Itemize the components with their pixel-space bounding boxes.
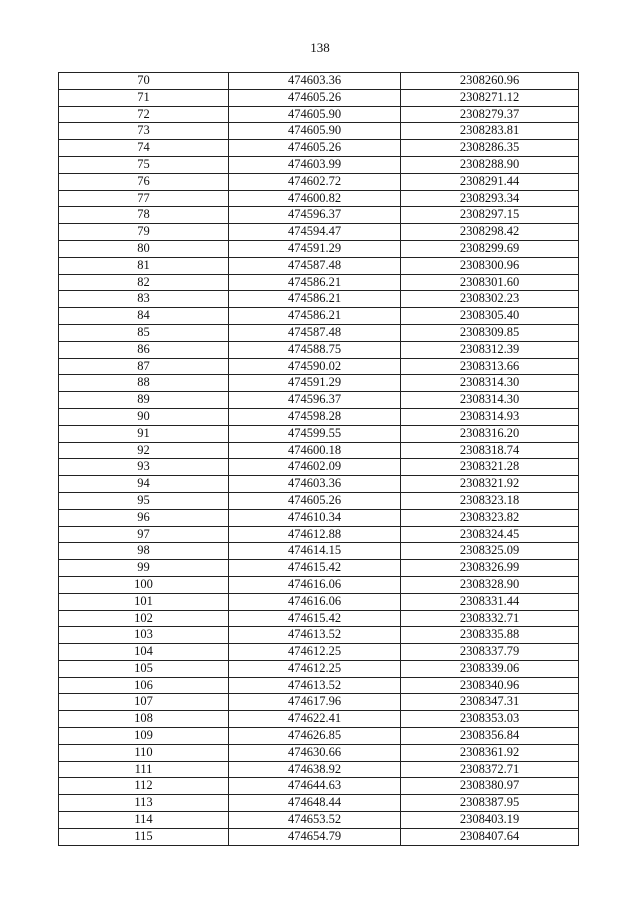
point-number-cell: 114	[59, 812, 229, 829]
x-coordinate-cell: 474605.26	[229, 140, 401, 157]
point-number-cell: 81	[59, 257, 229, 274]
y-coordinate-cell: 2308328.90	[401, 576, 579, 593]
x-coordinate-cell: 474590.02	[229, 358, 401, 375]
y-coordinate-cell: 2308293.34	[401, 190, 579, 207]
table-row	[59, 560, 579, 577]
y-coordinate-cell: 2308339.06	[401, 660, 579, 677]
point-number-cell: 91	[59, 425, 229, 442]
point-number-cell: 105	[59, 660, 229, 677]
y-coordinate-cell: 2308271.12	[401, 89, 579, 106]
point-number-cell: 102	[59, 610, 229, 627]
point-number-cell: 115	[59, 828, 229, 845]
table-row	[59, 173, 579, 190]
x-coordinate-cell: 474638.92	[229, 761, 401, 778]
point-number-cell: 71	[59, 89, 229, 106]
y-coordinate-cell: 2308403.19	[401, 812, 579, 829]
x-coordinate-cell: 474605.26	[229, 89, 401, 106]
point-number-cell: 113	[59, 795, 229, 812]
y-coordinate-cell: 2308347.31	[401, 694, 579, 711]
point-number-cell: 112	[59, 778, 229, 795]
y-coordinate-cell: 2308300.96	[401, 257, 579, 274]
y-coordinate-cell: 2308332.71	[401, 610, 579, 627]
y-coordinate-cell: 2308326.99	[401, 560, 579, 577]
table-row	[59, 140, 579, 157]
y-coordinate-cell: 2308314.93	[401, 408, 579, 425]
table-row	[59, 610, 579, 627]
table-row	[59, 593, 579, 610]
point-number-cell: 89	[59, 392, 229, 409]
point-number-cell: 96	[59, 509, 229, 526]
point-number-cell: 90	[59, 408, 229, 425]
table-row	[59, 812, 579, 829]
table-row	[59, 375, 579, 392]
x-coordinate-cell: 474644.63	[229, 778, 401, 795]
point-number-cell: 87	[59, 358, 229, 375]
page-number: 138	[310, 40, 330, 55]
table-row	[59, 476, 579, 493]
point-number-cell: 78	[59, 207, 229, 224]
y-coordinate-cell: 2308361.92	[401, 744, 579, 761]
point-number-cell: 93	[59, 459, 229, 476]
y-coordinate-cell: 2308372.71	[401, 761, 579, 778]
x-coordinate-cell: 474588.75	[229, 341, 401, 358]
point-number-cell: 100	[59, 576, 229, 593]
point-number-cell: 107	[59, 694, 229, 711]
point-number-cell: 83	[59, 291, 229, 308]
table-row	[59, 644, 579, 661]
y-coordinate-cell: 2308323.82	[401, 509, 579, 526]
table-row	[59, 73, 579, 90]
point-number-cell: 73	[59, 123, 229, 140]
y-coordinate-cell: 2308318.74	[401, 442, 579, 459]
table-row	[59, 744, 579, 761]
table-row	[59, 543, 579, 560]
x-coordinate-cell: 474603.36	[229, 476, 401, 493]
y-coordinate-cell: 2308301.60	[401, 274, 579, 291]
y-coordinate-cell: 2308298.42	[401, 224, 579, 241]
y-coordinate-cell: 2308323.18	[401, 492, 579, 509]
x-coordinate-cell: 474591.29	[229, 240, 401, 257]
point-number-cell: 82	[59, 274, 229, 291]
table-row	[59, 442, 579, 459]
point-number-cell: 111	[59, 761, 229, 778]
x-coordinate-cell: 474648.44	[229, 795, 401, 812]
y-coordinate-cell: 2308387.95	[401, 795, 579, 812]
point-number-cell: 104	[59, 644, 229, 661]
y-coordinate-cell: 2308299.69	[401, 240, 579, 257]
x-coordinate-cell: 474596.37	[229, 392, 401, 409]
point-number-cell: 72	[59, 106, 229, 123]
point-number-cell: 108	[59, 711, 229, 728]
point-number-cell: 97	[59, 526, 229, 543]
x-coordinate-cell: 474603.36	[229, 73, 401, 90]
x-coordinate-cell: 474605.90	[229, 106, 401, 123]
x-coordinate-cell: 474598.28	[229, 408, 401, 425]
y-coordinate-cell: 2308279.37	[401, 106, 579, 123]
y-coordinate-cell: 2308260.96	[401, 73, 579, 90]
coordinates-table-body	[59, 73, 579, 846]
table-row	[59, 291, 579, 308]
table-row	[59, 627, 579, 644]
table-row	[59, 123, 579, 140]
table-row	[59, 509, 579, 526]
point-number-cell: 86	[59, 341, 229, 358]
x-coordinate-cell: 474614.15	[229, 543, 401, 560]
x-coordinate-cell: 474653.52	[229, 812, 401, 829]
table-row	[59, 392, 579, 409]
point-number-cell: 80	[59, 240, 229, 257]
point-number-cell: 77	[59, 190, 229, 207]
y-coordinate-cell: 2308312.39	[401, 341, 579, 358]
x-coordinate-cell: 474600.18	[229, 442, 401, 459]
x-coordinate-cell: 474599.55	[229, 425, 401, 442]
table-row	[59, 308, 579, 325]
x-coordinate-cell: 474616.06	[229, 593, 401, 610]
y-coordinate-cell: 2308302.23	[401, 291, 579, 308]
table-row	[59, 106, 579, 123]
y-coordinate-cell: 2308305.40	[401, 308, 579, 325]
point-number-cell: 70	[59, 73, 229, 90]
y-coordinate-cell: 2308331.44	[401, 593, 579, 610]
x-coordinate-cell: 474591.29	[229, 375, 401, 392]
table-row	[59, 324, 579, 341]
table-row	[59, 728, 579, 745]
table-row	[59, 711, 579, 728]
y-coordinate-cell: 2308325.09	[401, 543, 579, 560]
table-row	[59, 408, 579, 425]
x-coordinate-cell: 474596.37	[229, 207, 401, 224]
table-row	[59, 358, 579, 375]
x-coordinate-cell: 474602.09	[229, 459, 401, 476]
x-coordinate-cell: 474616.06	[229, 576, 401, 593]
table-row	[59, 761, 579, 778]
point-number-cell: 88	[59, 375, 229, 392]
x-coordinate-cell: 474602.72	[229, 173, 401, 190]
x-coordinate-cell: 474615.42	[229, 610, 401, 627]
point-number-cell: 75	[59, 156, 229, 173]
point-number-cell: 74	[59, 140, 229, 157]
y-coordinate-cell: 2308407.64	[401, 828, 579, 845]
point-number-cell: 94	[59, 476, 229, 493]
table-row	[59, 526, 579, 543]
y-coordinate-cell: 2308297.15	[401, 207, 579, 224]
table-row	[59, 425, 579, 442]
table-row	[59, 778, 579, 795]
x-coordinate-cell: 474587.48	[229, 257, 401, 274]
point-number-cell: 109	[59, 728, 229, 745]
y-coordinate-cell: 2308291.44	[401, 173, 579, 190]
x-coordinate-cell: 474594.47	[229, 224, 401, 241]
y-coordinate-cell: 2308321.28	[401, 459, 579, 476]
table-row	[59, 240, 579, 257]
x-coordinate-cell: 474587.48	[229, 324, 401, 341]
table-row	[59, 224, 579, 241]
table-row	[59, 257, 579, 274]
table-row	[59, 190, 579, 207]
x-coordinate-cell: 474600.82	[229, 190, 401, 207]
table-row	[59, 459, 579, 476]
y-coordinate-cell: 2308321.92	[401, 476, 579, 493]
table-row	[59, 274, 579, 291]
table-row	[59, 341, 579, 358]
y-coordinate-cell: 2308286.35	[401, 140, 579, 157]
y-coordinate-cell: 2308324.45	[401, 526, 579, 543]
point-number-cell: 99	[59, 560, 229, 577]
x-coordinate-cell: 474615.42	[229, 560, 401, 577]
point-number-cell: 76	[59, 173, 229, 190]
point-number-cell: 106	[59, 677, 229, 694]
table-row	[59, 89, 579, 106]
y-coordinate-cell: 2308314.30	[401, 375, 579, 392]
table-row	[59, 795, 579, 812]
y-coordinate-cell: 2308340.96	[401, 677, 579, 694]
coordinates-table	[58, 72, 579, 846]
table-row	[59, 207, 579, 224]
x-coordinate-cell: 474630.66	[229, 744, 401, 761]
x-coordinate-cell: 474617.96	[229, 694, 401, 711]
y-coordinate-cell: 2308314.30	[401, 392, 579, 409]
x-coordinate-cell: 474622.41	[229, 711, 401, 728]
x-coordinate-cell: 474613.52	[229, 677, 401, 694]
point-number-cell: 79	[59, 224, 229, 241]
x-coordinate-cell: 474586.21	[229, 308, 401, 325]
y-coordinate-cell: 2308283.81	[401, 123, 579, 140]
x-coordinate-cell: 474613.52	[229, 627, 401, 644]
point-number-cell: 95	[59, 492, 229, 509]
point-number-cell: 92	[59, 442, 229, 459]
point-number-cell: 110	[59, 744, 229, 761]
x-coordinate-cell: 474605.90	[229, 123, 401, 140]
table-row	[59, 677, 579, 694]
x-coordinate-cell: 474603.99	[229, 156, 401, 173]
x-coordinate-cell: 474626.85	[229, 728, 401, 745]
x-coordinate-cell: 474605.26	[229, 492, 401, 509]
point-number-cell: 101	[59, 593, 229, 610]
table-row	[59, 492, 579, 509]
y-coordinate-cell: 2308313.66	[401, 358, 579, 375]
x-coordinate-cell: 474654.79	[229, 828, 401, 845]
y-coordinate-cell: 2308356.84	[401, 728, 579, 745]
table-row	[59, 660, 579, 677]
y-coordinate-cell: 2308309.85	[401, 324, 579, 341]
point-number-cell: 98	[59, 543, 229, 560]
x-coordinate-cell: 474610.34	[229, 509, 401, 526]
x-coordinate-cell: 474612.25	[229, 644, 401, 661]
x-coordinate-cell: 474586.21	[229, 291, 401, 308]
x-coordinate-cell: 474586.21	[229, 274, 401, 291]
y-coordinate-cell: 2308316.20	[401, 425, 579, 442]
table-row	[59, 156, 579, 173]
point-number-cell: 85	[59, 324, 229, 341]
y-coordinate-cell: 2308353.03	[401, 711, 579, 728]
x-coordinate-cell: 474612.25	[229, 660, 401, 677]
table-row	[59, 828, 579, 845]
table-row	[59, 694, 579, 711]
point-number-cell: 103	[59, 627, 229, 644]
x-coordinate-cell: 474612.88	[229, 526, 401, 543]
point-number-cell: 84	[59, 308, 229, 325]
y-coordinate-cell: 2308380.97	[401, 778, 579, 795]
table-row	[59, 576, 579, 593]
y-coordinate-cell: 2308337.79	[401, 644, 579, 661]
y-coordinate-cell: 2308335.88	[401, 627, 579, 644]
y-coordinate-cell: 2308288.90	[401, 156, 579, 173]
